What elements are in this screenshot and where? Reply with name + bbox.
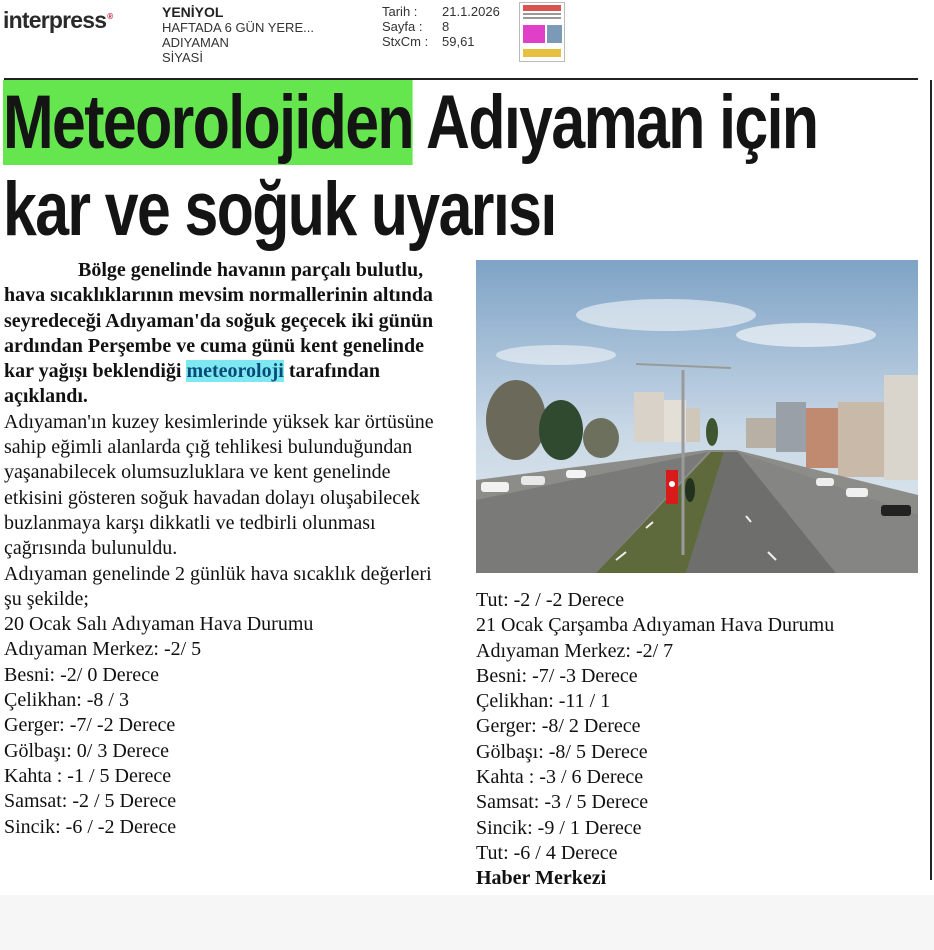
article-photo — [476, 260, 918, 573]
forecast-line: Çelikhan: -11 / 1 — [476, 690, 611, 713]
article-left-column — [4, 258, 444, 840]
headline-highlight: Meteorolojiden — [3, 80, 413, 165]
headline-line-2: kar ve soğuk uyarısı — [3, 167, 556, 252]
forecast-line: Kahta : -3 / 6 Derece — [476, 766, 644, 789]
street-photo-illustration — [476, 260, 918, 573]
meta-stxcm: StxCm : 59,61 — [382, 34, 475, 49]
interpress-logo: interpress® — [3, 7, 113, 33]
publication-name: YENİYOL — [162, 4, 224, 20]
forecast-line: Samsat: -2 / 5 Derece — [4, 790, 177, 813]
publication-frequency: HAFTADA 6 GÜN YERE... — [162, 20, 314, 35]
forecast-line: Çelikhan: -8 / 3 — [4, 689, 129, 712]
keyword-highlight: meteoroloji — [186, 360, 284, 383]
forecast-line: Tut: -2 / -2 Derece — [476, 589, 625, 611]
forecast-line: Gerger: -7/ -2 Derece — [4, 714, 176, 737]
publication-category: SİYASİ — [162, 50, 203, 65]
column-divider — [930, 80, 932, 880]
publication-info — [162, 5, 314, 65]
forecast-line: Gerger: -8/ 2 Derece — [476, 715, 641, 738]
forecast-line: Gölbaşı: 0/ 3 Derece — [4, 739, 169, 762]
forecast-line: Sincik: -6 / -2 Derece — [4, 815, 177, 838]
forecast-line: Sincik: -9 / 1 Derece — [476, 816, 642, 839]
article-lead: Bölge genelinde havanın parçalı bulutlu, hava sıcaklıklarının mevsim normallerinin altında seyredeceği Adıyaman'da soğuk geçecek iki günün ardından Perşembe ve cuma günü kent genelinde kar yağışı beklendiği meteoroloji tarafından açıklandı. — [4, 259, 434, 408]
article-paragraph: Adıyaman genelinde 2 günlük hava sıcaklık değerleri şu şekilde; — [4, 562, 432, 610]
forecast-line: Besni: -2/ 0 Derece — [4, 663, 159, 686]
forecast-heading: 21 Ocak Çarşamba Adıyaman Hava Durumu — [476, 614, 835, 637]
forecast-line: Tut: -6 / 4 Derece — [476, 841, 618, 864]
meta-page: Sayfa : 8 — [382, 19, 450, 34]
forecast-line: Kahta : -1 / 5 Derece — [4, 764, 172, 787]
scan-bottom-margin — [0, 895, 934, 950]
article-signature: Haber Merkezi — [476, 867, 607, 890]
publication-city: ADIYAMAN — [162, 35, 229, 50]
article-paragraph: Adıyaman'ın kuzey kesimlerinde yüksek kar örtüsüne sahip eğimli alanlarda çığ tehlikesi bulunduğundan yaşanabilecek olumsuzluklara ve kent genelinde etkisini gösteren soğuk havadan dolayı oluşabilecek buzlanmaya karşı dikkatli ve tedbirli olunması çağrısında bulunuldu. — [4, 410, 434, 560]
clipping-meta — [382, 4, 500, 49]
meta-date: Tarih : 21.1.2026 — [382, 4, 500, 19]
forecast-heading: 20 Ocak Salı Adıyaman Hava Durumu — [4, 613, 314, 636]
forecast-line: Gölbaşı: -8/ 5 Derece — [476, 740, 648, 763]
forecast-line: Adıyaman Merkez: -2/ 5 — [4, 638, 202, 661]
headline-line-1: Meteorolojiden Adıyaman için — [3, 80, 818, 165]
forecast-line: Samsat: -3 / 5 Derece — [476, 791, 649, 814]
forecast-line: Besni: -7/ -3 Derece — [476, 664, 638, 687]
article-right-column — [476, 588, 921, 892]
forecast-line: Adıyaman Merkez: -2/ 7 — [476, 639, 674, 662]
page-thumbnail[interactable] — [519, 2, 565, 62]
